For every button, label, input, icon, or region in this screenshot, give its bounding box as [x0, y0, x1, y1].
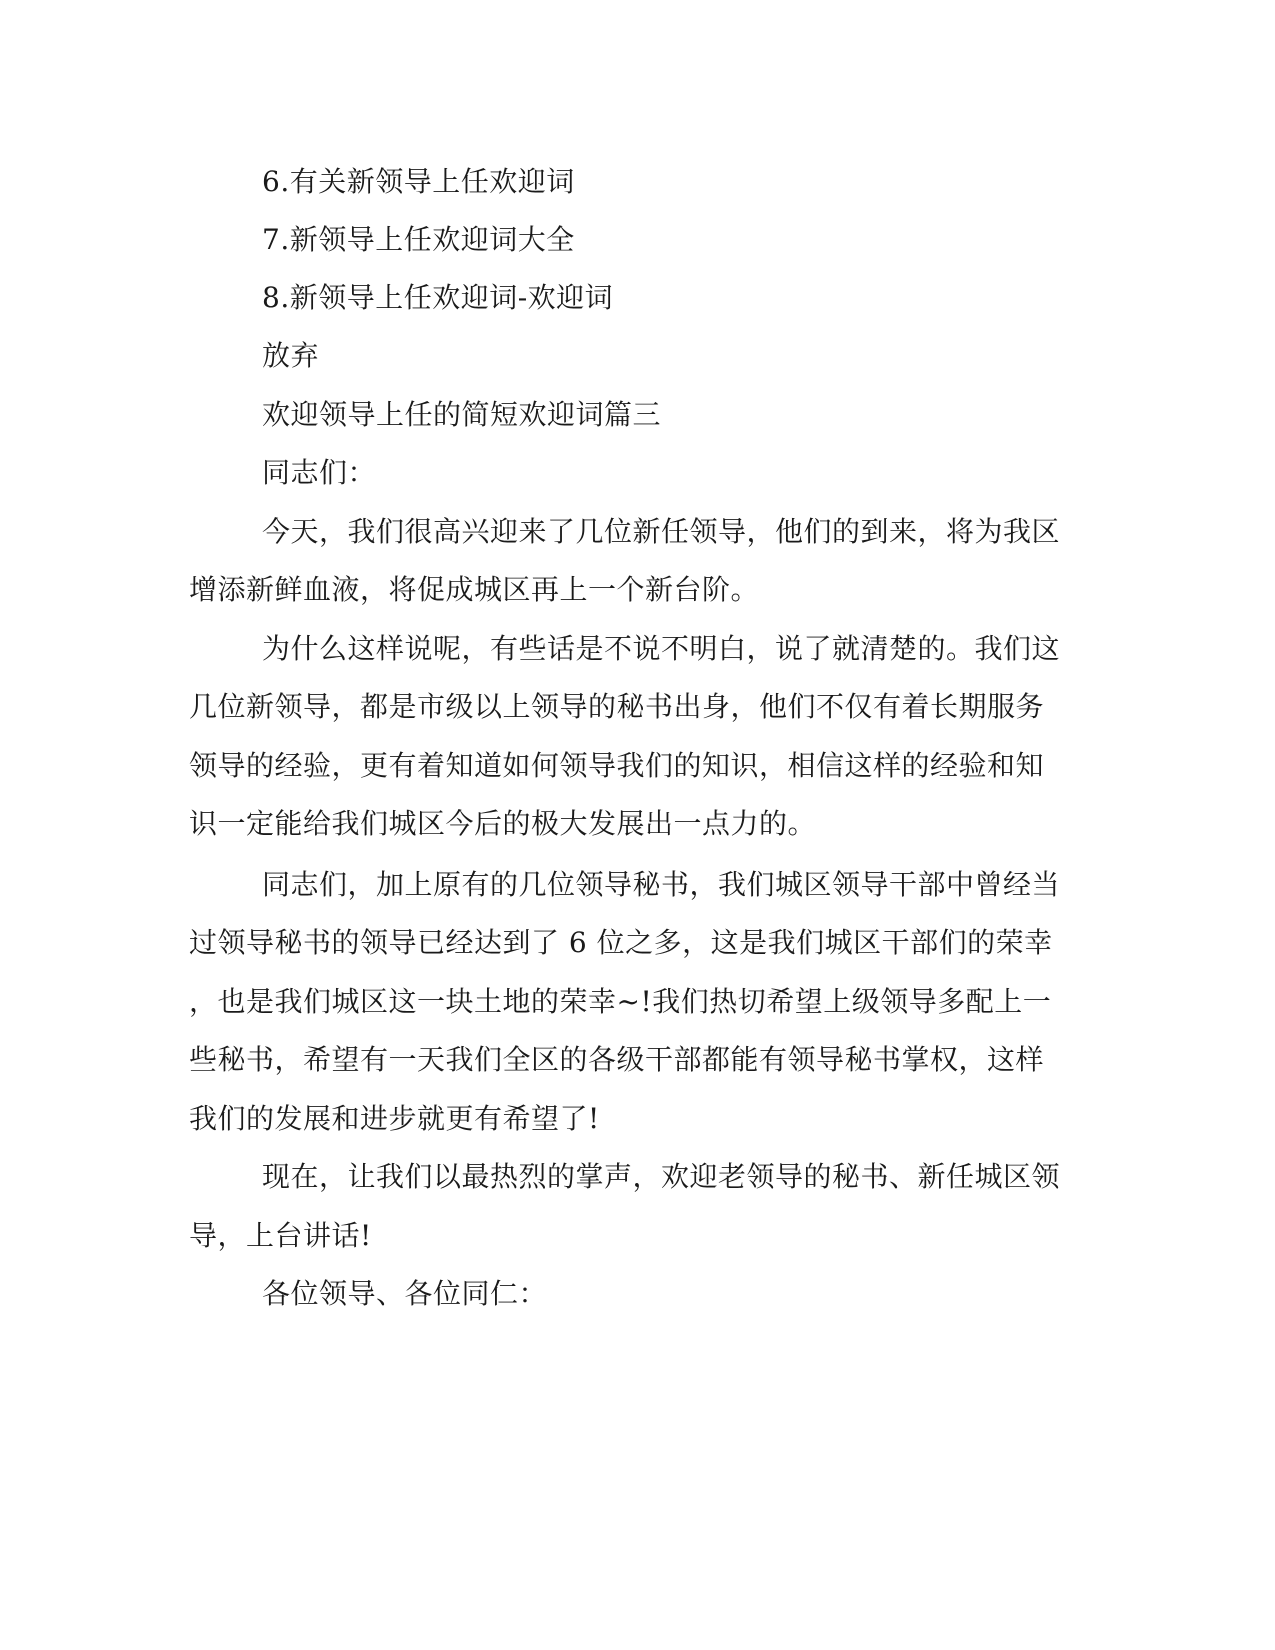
paragraph2-line4: 识一定能给我们城区今后的极大发展出一点力的。 — [189, 807, 817, 840]
paragraph3-line3: ，也是我们城区这一块土地的荣幸~!我们热切希望上级领导多配上一 — [189, 985, 1052, 1018]
abandon-label: 放弃 — [262, 339, 320, 372]
list-item-6: 6.有关新领导上任欢迎词 — [262, 165, 575, 198]
paragraph3-line4: 些秘书，希望有一天我们全区的各级干部都能有领导秘书掌权，这样 — [189, 1043, 1045, 1076]
salutation: 同志们： — [262, 456, 377, 489]
section-title: 欢迎领导上任的简短欢迎词篇三 — [262, 398, 662, 431]
paragraph3-line1: 同志们，加上原有的几位领导秘书，我们城区领导干部中曾经当 — [262, 868, 1061, 901]
list-item-8: 8.新领导上任欢迎词-欢迎词 — [262, 281, 614, 314]
paragraph3-line5: 我们的发展和进步就更有希望了! — [189, 1102, 600, 1135]
paragraph1-line2: 增添新鲜血液，将促成城区再上一个新台阶。 — [189, 573, 760, 606]
list-item-7: 7.新领导上任欢迎词大全 — [262, 223, 575, 256]
paragraph2-line3: 领导的经验，更有着知道如何领导我们的知识，相信这样的经验和知 — [189, 749, 1045, 782]
paragraph3-line2: 过领导秘书的领导已经达到了 6 位之多，这是我们城区干部们的荣幸 — [189, 926, 1053, 959]
paragraph4-line2: 导，上台讲话! — [189, 1219, 372, 1252]
paragraph4-line1: 现在，让我们以最热烈的掌声，欢迎老领导的秘书、新任城区领 — [262, 1160, 1061, 1193]
paragraph1-line1: 今天，我们很高兴迎来了几位新任领导，他们的到来，将为我区 — [262, 515, 1061, 548]
paragraph2-line2: 几位新领导，都是市级以上领导的秘书出身，他们不仅有着长期服务 — [189, 690, 1045, 723]
paragraph2-line1: 为什么这样说呢，有些话是不说不明白，说了就清楚的。我们这 — [262, 632, 1061, 665]
closing-salutation: 各位领导、各位同仁： — [262, 1277, 548, 1310]
